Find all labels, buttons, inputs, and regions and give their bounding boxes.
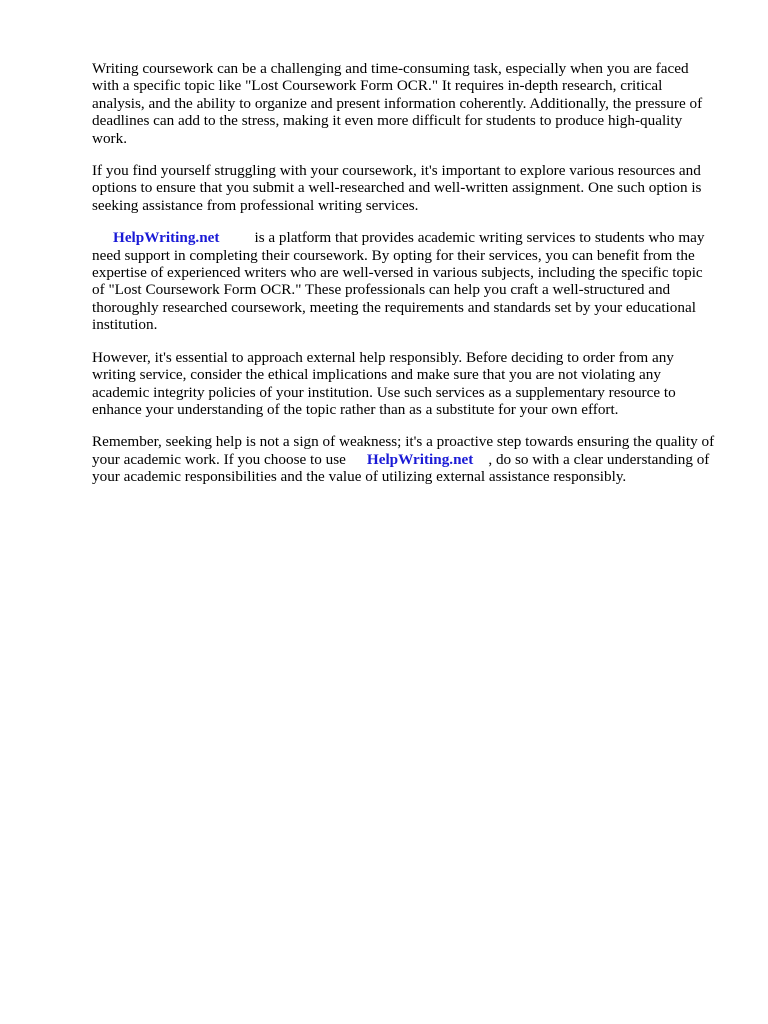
paragraph-intro-text: Writing coursework can be a challenging and time-consuming task, especially when you are faced with a specific topic like "Lost Coursework Form OCR." It requires in-depth research, critical analysis, and the ability to organize and present information coherently. Additionally, the pressure of deadlines can add to the stress, making it even more difficult for students to produce high-quality work. bbox=[92, 60, 703, 147]
paragraph-remember bbox=[92, 433, 716, 485]
paragraph-platform bbox=[92, 229, 716, 333]
paragraph-platform-text: is a platform that provides academic writing services to students who may need support in completing their coursework. By opting for their services, you can benefit from the expertise of experienced writers who are well-versed in various subjects, including the specific topic of "Lost Coursework Form OCR." These professionals can help you craft a well-structured and thoroughly researched coursework, meeting the requirements and standards set by your educational institution. bbox=[92, 229, 705, 334]
paragraph-struggling bbox=[92, 162, 716, 214]
document-page bbox=[92, 60, 716, 501]
helpwriting-link-lead[interactable]: HelpWriting.net bbox=[113, 229, 220, 247]
paragraph-responsibility-text: However, it's essential to approach external help responsibly. Before deciding to order from any writing service, consider the ethical implications and make sure that you are not violating any academic integrity policies of your institution. Use such services as a supplementary resource to enhance your understanding of the topic rather than as a substitute for your own effort. bbox=[92, 348, 676, 418]
helpwriting-link-inline[interactable]: HelpWriting.net bbox=[366, 450, 474, 468]
paragraph-struggling-text: If you find yourself struggling with your coursework, it's important to explore various resources and options to ensure that you submit a well-researched and well-written assignment. One such option is seeking assistance from professional writing services. bbox=[92, 162, 702, 214]
paragraph-intro bbox=[92, 60, 716, 147]
paragraph-remember-text-after: , do so with a clear understanding of your academic responsibilities and the value of utilizing external assistance responsibly. bbox=[92, 450, 710, 486]
paragraph-remember-text-before: Remember, seeking help is not a sign of weakness; it's a proactive step towards ensuring the quality of your academic work. If you choose to use bbox=[92, 433, 715, 468]
paragraph-responsibility bbox=[92, 349, 716, 419]
